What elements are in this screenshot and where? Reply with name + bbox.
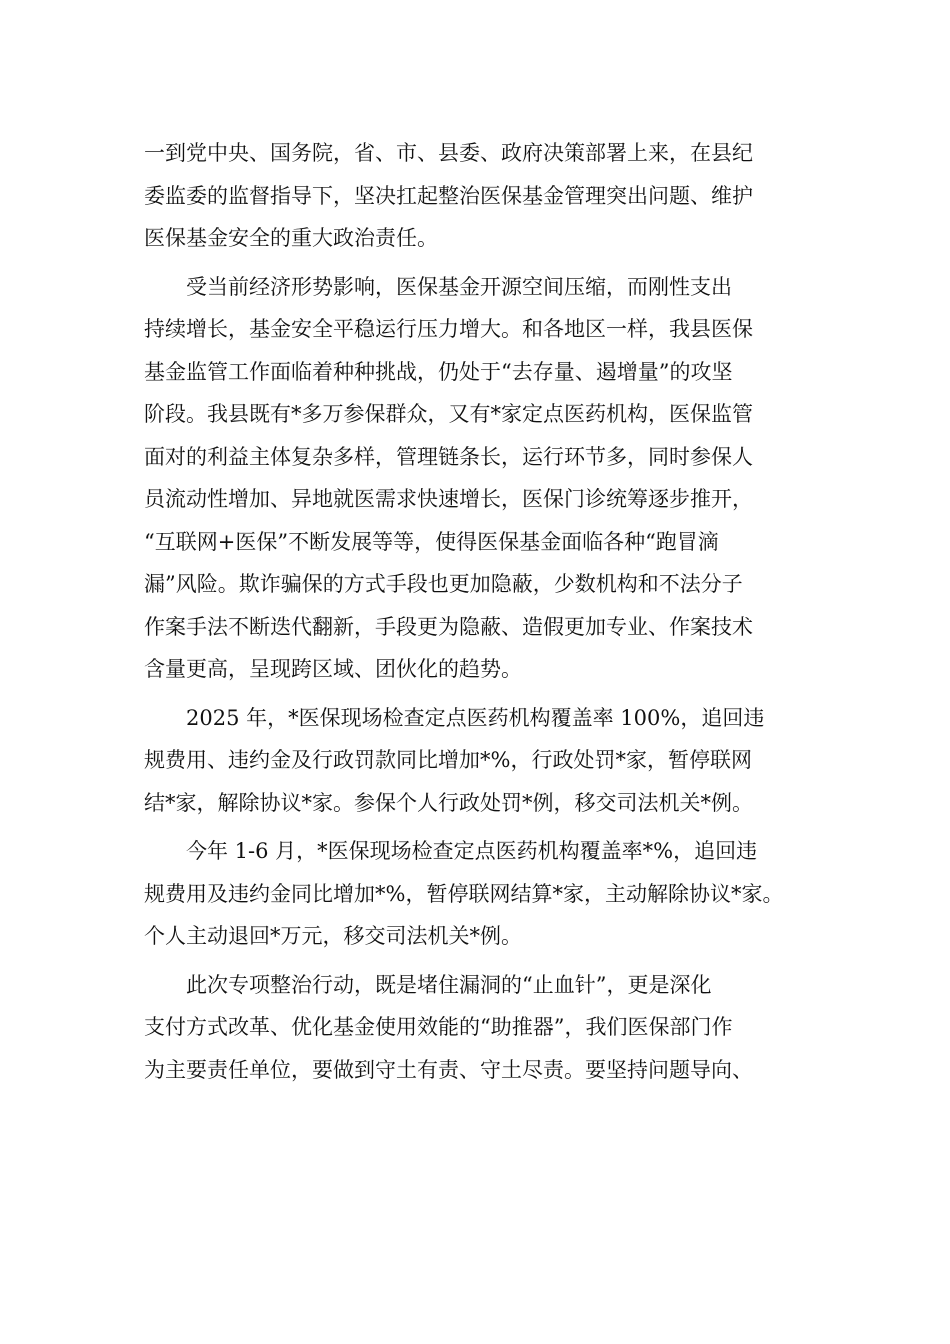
paragraph-campaign-significance: 此次专项整治行动，既是堵住漏洞的“止血针”，更是深化 支付方式改革、优化基金使用效能的“助推器”，我们医保部门作 为主要责任单位，要做到守土有责、守土尽责。要坚持问题导向、 [144, 972, 753, 1082]
document-body [144, 132, 816, 1097]
paragraph-this-year-results: 今年 1-6 月，*医保现场检查定点医药机构覆盖率*%，追回违 规费用及违约金同比增加*%，暂停联网结算*家，主动解除协议*家。 个人主动退回*万元，移交司法机关*例。 [144, 839, 784, 948]
paragraph-continuation: 一到党中央、国务院，省、市、县委、政府决策部署上来，在县纪 委监委的监督指导下，坚决扛起整治医保基金管理突出问题、维护 医保基金安全的重大政治责任。 [144, 141, 753, 250]
paragraph-situation: 受当前经济形势影响，医保基金开源空间压缩，而刚性支出 持续增长，基金安全平稳运行压力增大。和各地区一样，我县医保 基金监管工作面临着种种挑战，仍处于“去存量、遏增量”的攻坚 阶段。我县既有*多万参保群众，又有*家定点医药机构，医保监管 面对的利益主体复杂多样，管理链条长，运行环节多，同时参保人 员流动性增加、异地就医需求快速增长，医保门诊统筹逐步推开， “互联网+医保”不断发展等等，使得医保基金面临各种“跑冒滴 漏”风险。欺诈骗保的方式手段也更加隐蔽，少数机构和不法分子 作案手法不断迭代翻新，手段更为隐蔽、造假更加专业、作案技术 含量更高，呈现跨区域、团伙化的趋势。 [144, 274, 753, 681]
paragraph-2025-results: 2025 年，*医保现场检查定点医药机构覆盖率 100%，追回违 规费用、违约金及行政罚款同比增加*%，行政处罚*家，暂停联网 结*家，解除协议*家。参保个人行政处罚*例，移交司法机关*例。 [144, 705, 765, 815]
